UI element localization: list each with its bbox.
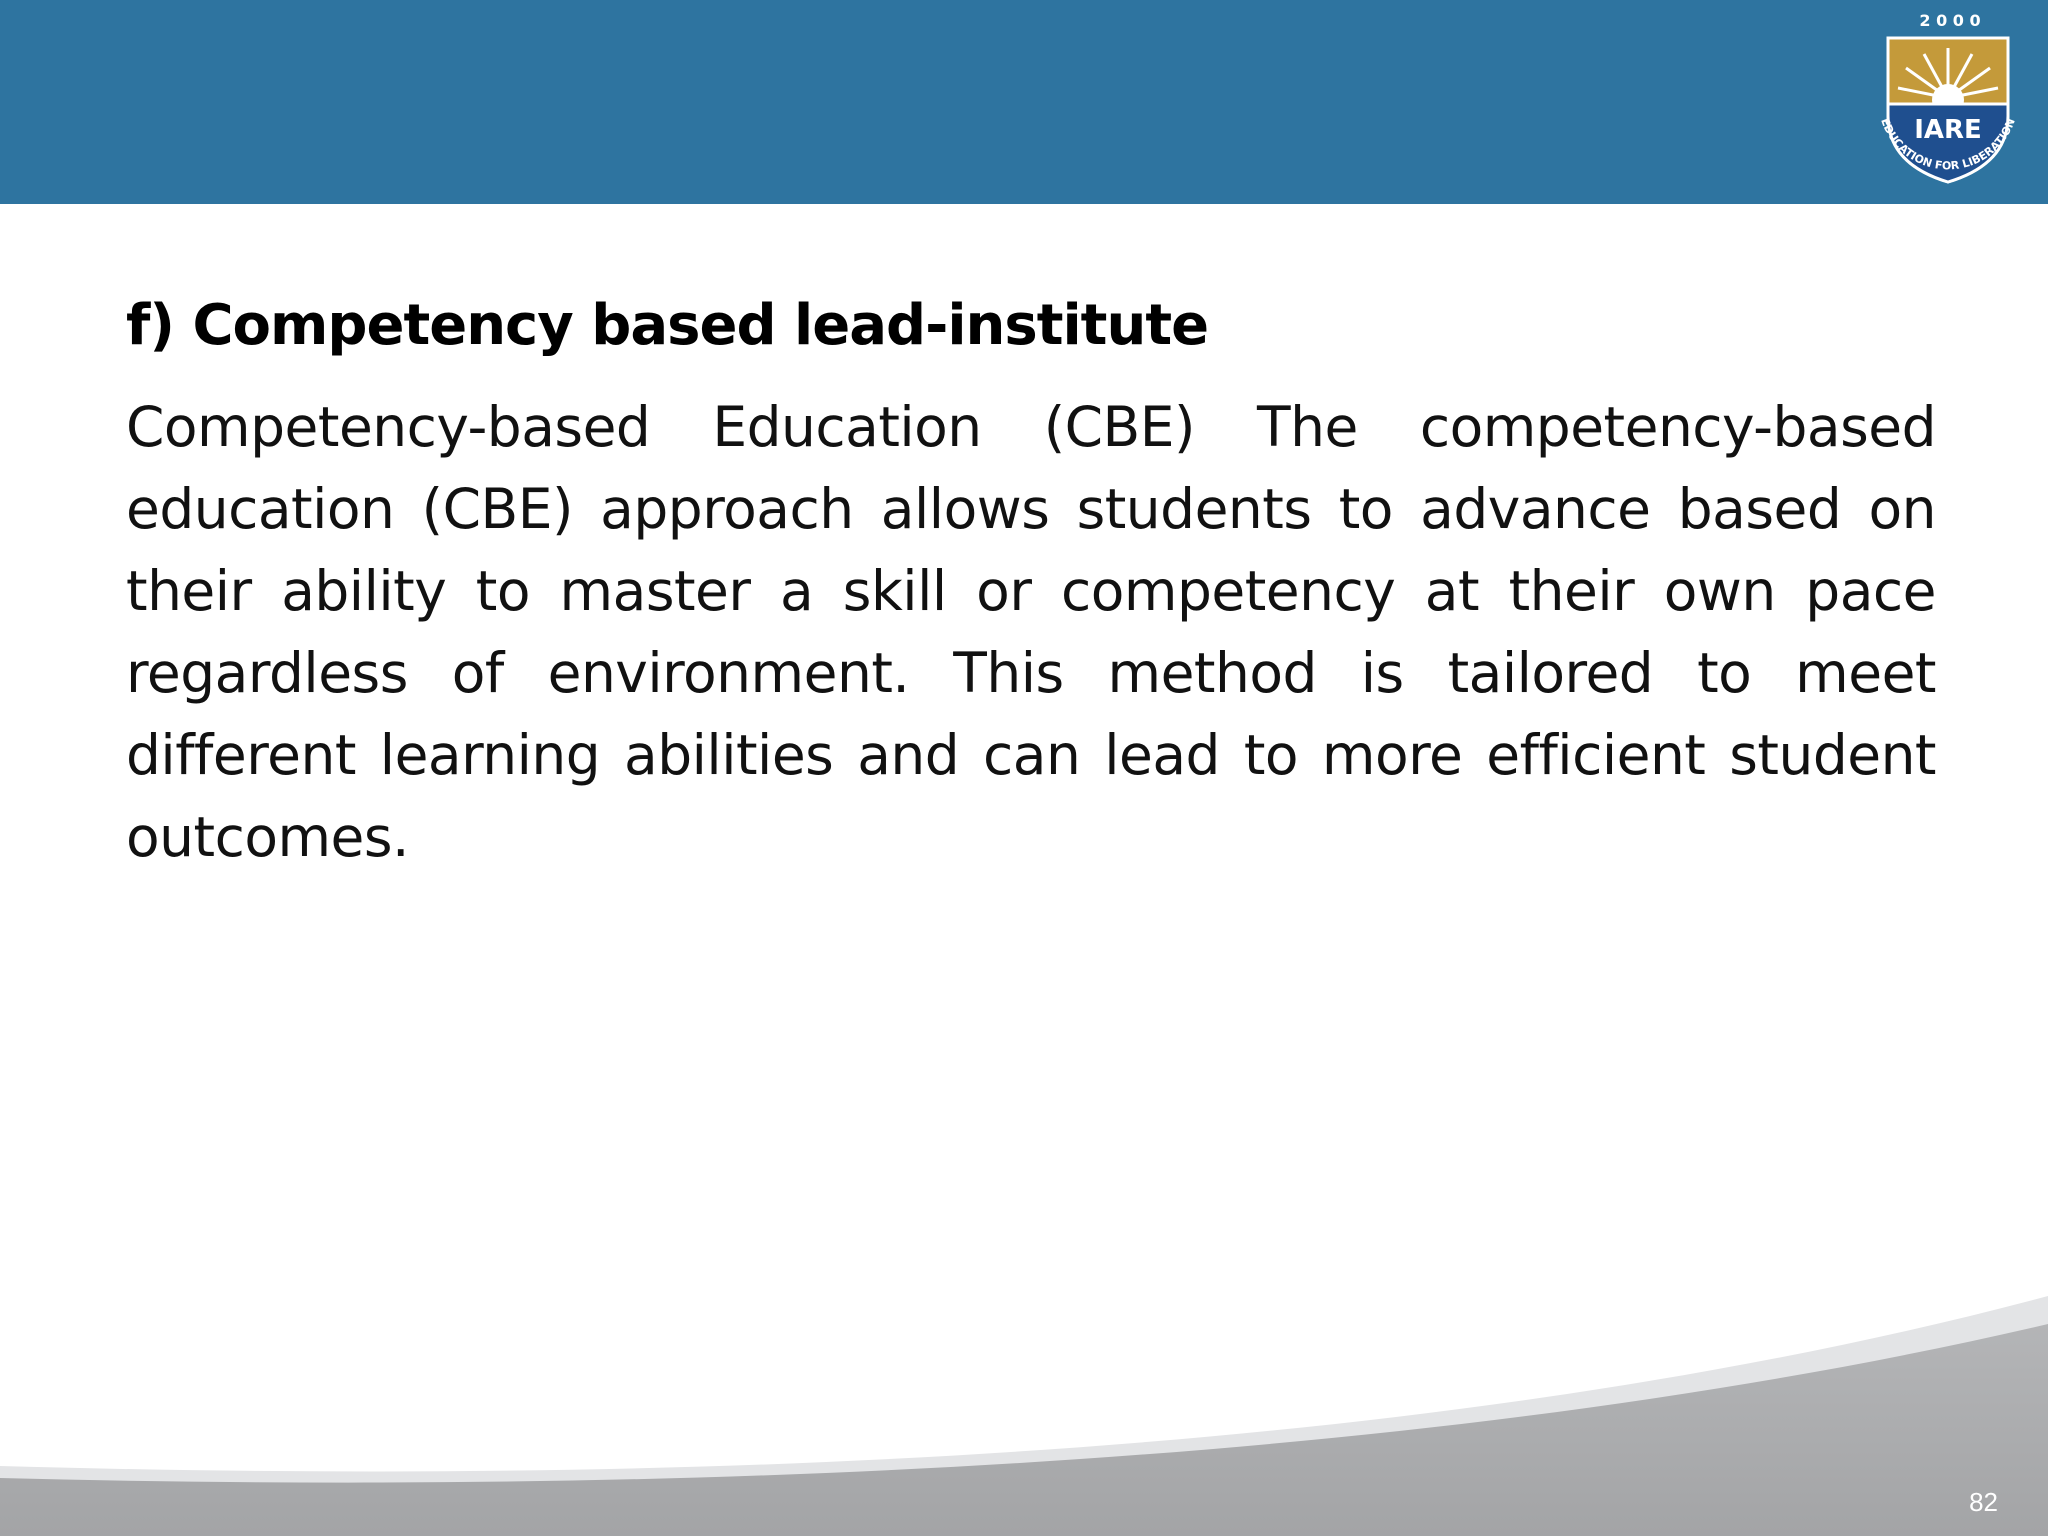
slide-body-text: Competency-based Education (CBE) The competency-based education (CBE) approach allows students to advance based on their ability to master a skill or competency at their own pace regardless of environment. This method is tailored to meet different learning abilities and can lead to more efficient student outcomes.	[126, 395, 1936, 869]
header-bar	[0, 0, 2048, 204]
slide-content	[126, 290, 1936, 878]
logo-year: 2 0 0 0	[1919, 11, 1981, 30]
logo-motto: EDUCATION FOR LIBERATION	[1878, 116, 2018, 173]
slide-heading: f) Competency based lead-institute	[126, 293, 1209, 358]
logo-name: IARE	[1914, 115, 1982, 145]
footer-swoosh	[0, 1196, 2048, 1536]
page-number: 82	[1969, 1487, 1998, 1517]
iare-logo	[1858, 4, 2038, 200]
